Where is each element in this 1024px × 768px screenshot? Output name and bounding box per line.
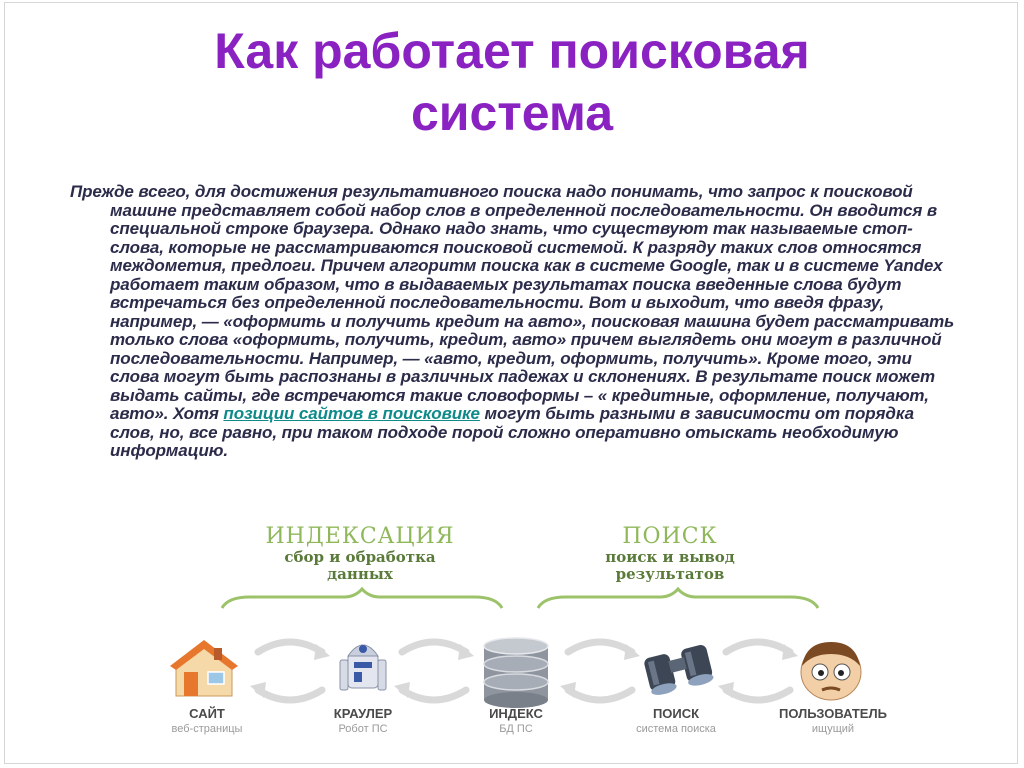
node-crawler-subtitle: Робот ПС [338,723,388,735]
database-icon [484,638,548,708]
slide-title [0,20,1024,144]
stage-indexing-title: ИНДЕКСАЦИЯ [265,524,455,549]
slide-title-line-1: Как работает поисковая [214,23,810,79]
user-face-icon [801,642,861,700]
node-search-subtitle: система поиска [636,723,716,735]
node-site-title: САЙТ [189,706,225,721]
stage-search-heading [580,525,760,583]
node-user-title: ПОЛЬЗОВАТЕЛЬ [779,706,887,721]
slide-title-line-2: система [410,85,614,141]
stage-search-subtitle-2: результатов [615,565,725,583]
node-crawler [288,706,438,736]
node-site [132,706,282,736]
node-user [758,706,908,736]
node-index [441,706,591,736]
paragraph-text-end: могут быть разными в зависимости от порядка слов, но, все равно, при таком подходе порой сложно оперативно отыскать необходимую информацию. [110,404,914,460]
node-index-subtitle: БД ПС [499,723,533,735]
site-positions-link[interactable]: позиции сайтов в поисковике [223,404,480,423]
node-user-subtitle: ищущий [811,723,855,735]
node-crawler-title: КРАУЛЕР [333,706,393,721]
body-paragraph [70,183,962,461]
stage-search-subtitle-1: поиск и вывод [605,548,735,566]
node-search-title: ПОИСК [652,706,700,721]
paragraph-text-start: Прежде всего, для достижения результативного поиска надо понимать, что запрос к поисковой машине представляет собой набор слов в определенной последовательности. Он вводится в специальной строке браузера. Однако надо знать, что существуют так называемые стоп-слова, которые не рассматриваются поисковой системой. К разряду таких слов относятся междометия, предлоги. Причем алгоритм поиска как в системе Google, так и в системе Yandex работает таким образом, что в выдаваемых результатах поиска введенные слова будут встречаться без определенной последовательности. Вот и выходит, что введя фразу, например, — «оформить и получить кредит на авто», поисковая машина будет рассматривать только слова «оформить, получить, кредит, авто» причем выглядеть они могут в различной последовательности. Например, — «авто, кредит, оформить, получить». Кроме того, эти слова могут быть распознаны в различных падежах и склонениях. В результате поиск может выдать сайты, где встречаются такие словоформы – « кредитные, оформление, получают, авто». Хотя [70,182,955,423]
stage-search-title: ПОИСК [622,524,718,549]
stage-indexing-subtitle-1: сбор и обработка [284,548,436,566]
node-index-title: ИНДЕКС [489,706,543,721]
node-search [601,706,751,736]
stage-indexing-subtitle-2: данных [327,565,393,583]
node-site-subtitle: веб-страницы [171,723,243,735]
stage-indexing-heading [255,525,465,583]
